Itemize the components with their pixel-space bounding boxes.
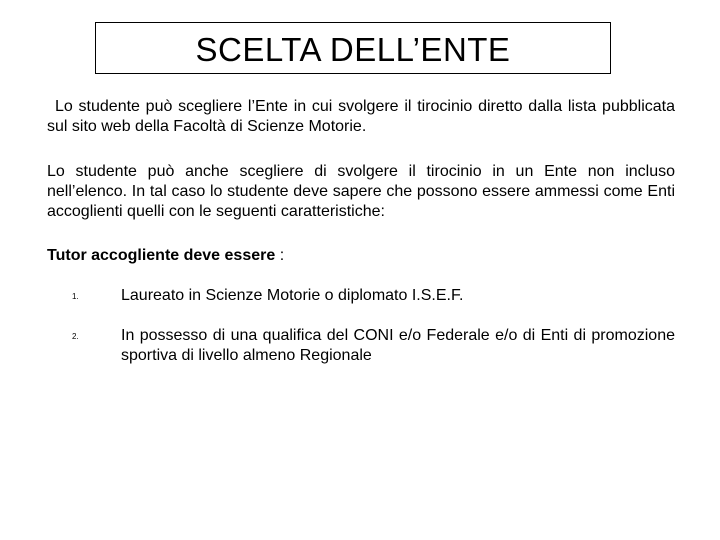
tutor-heading-suffix: : [275, 247, 285, 264]
requirement-number: 2. [72, 332, 79, 341]
requirement-text: Laureato in Scienze Motorie o diplomato I.S.E.F. [121, 287, 464, 304]
tutor-heading-line [47, 246, 284, 266]
requirement-text: In possesso di una qualifica del CONI e/o Federale e/o di Enti di promozione sportiva di livello almeno Regionale [121, 327, 675, 364]
alternative-paragraph: Lo studente può anche scegliere di svolgere il tirocinio in un Ente non incluso nell’elenco. In tal caso lo studente deve sapere che possono essere ammessi come Enti accoglienti quelli con le seguenti caratteristiche: [47, 163, 675, 220]
requirement-number: 1. [72, 292, 79, 301]
slide-title: SCELTA DELL’ENTE [195, 30, 511, 68]
title-box [95, 22, 611, 74]
intro-paragraph: Lo studente può scegliere l’Ente in cui svolgere il tirocinio diretto dalla lista pubblicata sul sito web della Facoltà di Scienze Motorie. [47, 98, 675, 135]
tutor-heading: Tutor accogliente deve essere [47, 247, 276, 264]
